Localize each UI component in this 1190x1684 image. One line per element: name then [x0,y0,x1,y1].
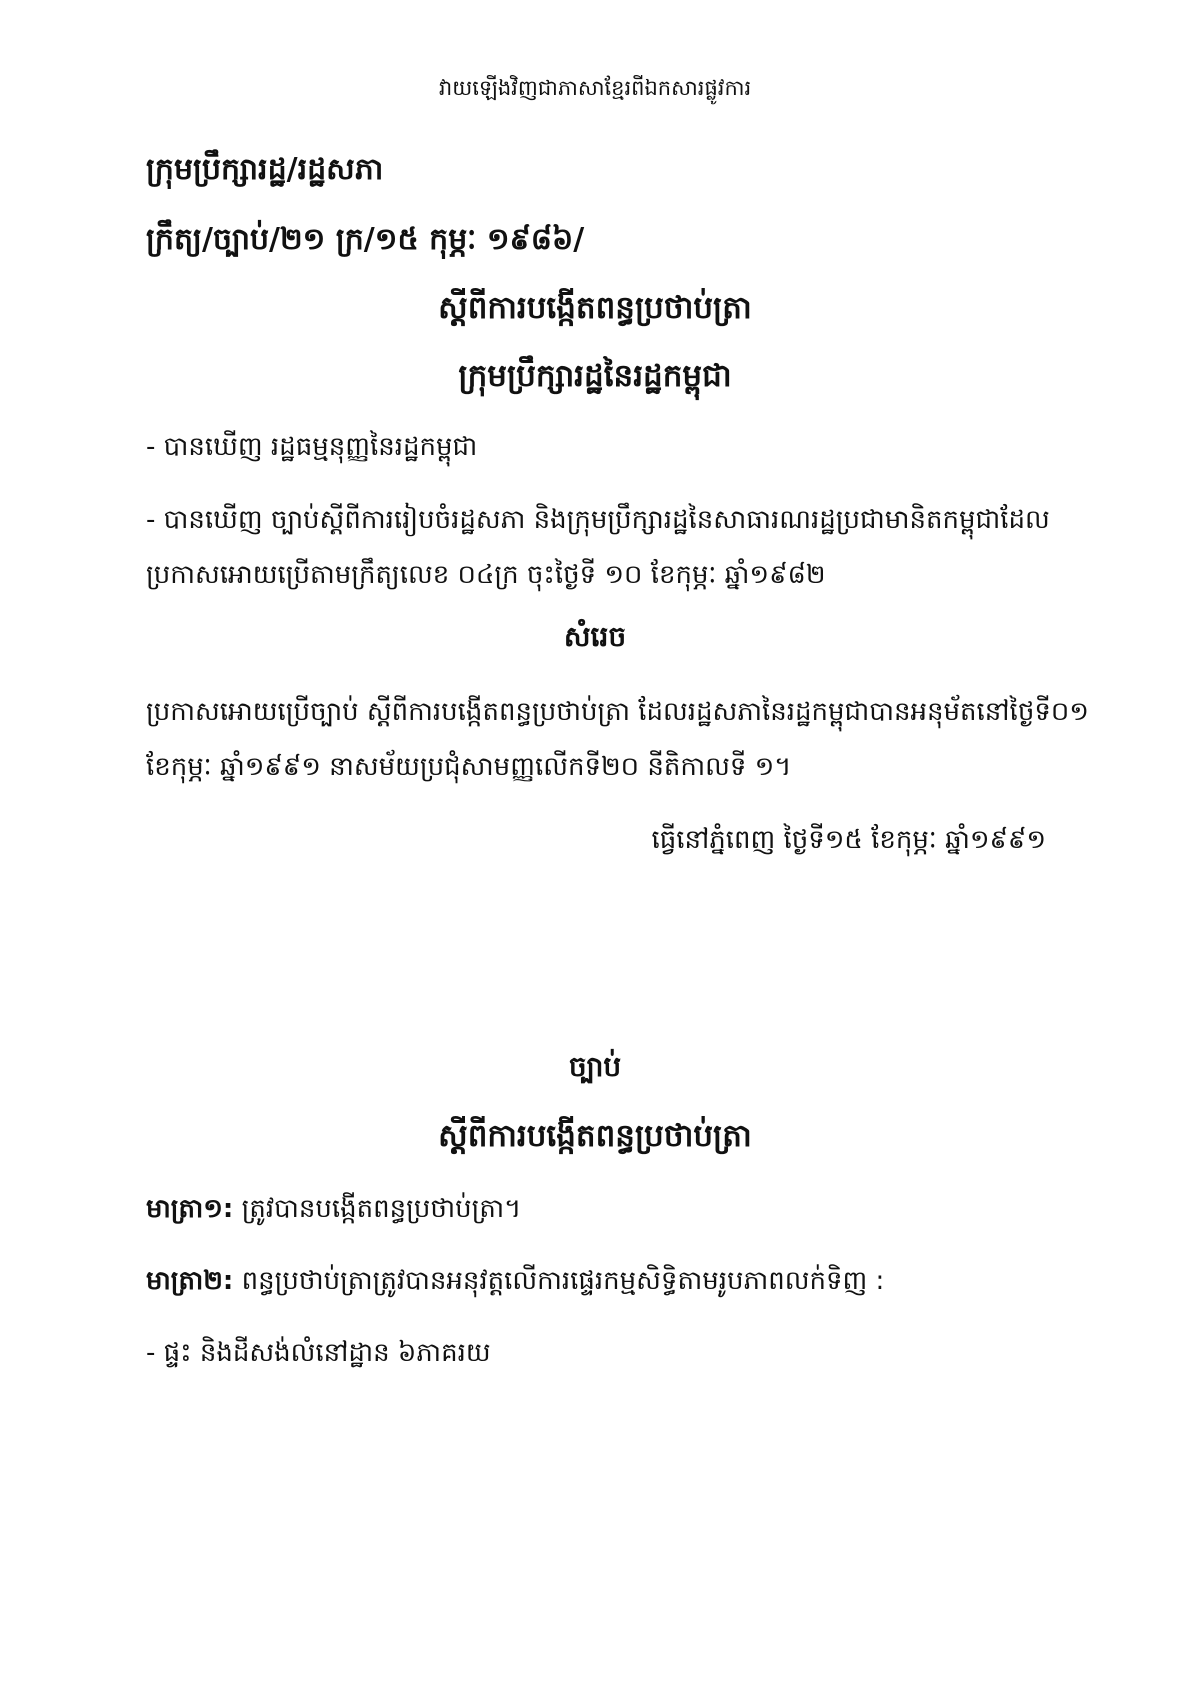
law-subject-title: ស្តីពីការបង្កើតពន្ធប្រថាប់ត្រា [438,1118,752,1154]
decree-reference: ក្រឹត្យ/ច្បាប់/២១ ក្រ/១៥ កុម្ភៈ ១៩៨៦/ [146,222,585,257]
subject-title: ស្តីពីការបង្កើតពន្ធប្រថាប់ត្រា [438,290,752,326]
decision-text-line-2: ខែកុម្ភៈ ឆ្នាំ១៩៩១ នាសម័យប្រជុំសាមញ្ញលើកទី២០ នីតិកាលទី ១។ [146,752,792,782]
header-note: វាយឡើងវិញជាភាសាខ្មែរពីឯកសារផ្លូវការ [438,76,752,100]
article-2-label: មាត្រា២: [146,1266,234,1296]
article-1-text: ត្រូវបានបង្កើតពន្ធប្រថាប់ត្រា។ [233,1194,522,1224]
article-2-text: ពន្ធប្រថាប់ត្រាត្រូវបានអនុវត្តលើការផ្ទេរកម្មសិទ្ធិតាមរូបភាពលក់ទិញ : [233,1266,885,1296]
article-2 [146,1266,884,1297]
issuer-heading: ក្រុមប្រឹក្សារដ្ឋ/រដ្ឋសភា [146,152,384,187]
consideration-1: - បានឃើញ រដ្ឋធម្មនុញ្ញនៃរដ្ឋកម្ពុជា [146,432,478,462]
consideration-2: - បានឃើញ ច្បាប់ស្តីពីការរៀបចំរដ្ឋសភា និងក្រុមប្រឹក្សារដ្ឋនៃសាធារណរដ្ឋប្រជាមានិតកម្ពុជាដែល [146,505,1050,535]
law-heading: ច្បាប់ [568,1050,622,1083]
decision-text-line-1: ប្រកាសអោយប្រើច្បាប់ ស្តីពីការបង្កើតពន្ធប្រថាប់ត្រា ដែលរដ្ឋសភានៃរដ្ឋកម្ពុជាបានអនុម័តនៅថ្ងៃទី០១ [146,697,1089,727]
decision-heading: សំរេច [563,620,627,653]
list-item: - ផ្ទះ និងដីសង់លំនៅដ្ឋាន ៦ភាគរយ [146,1338,491,1368]
article-1 [146,1194,521,1225]
council-title: ក្រុមប្រឹក្សារដ្ឋនៃរដ្ឋកម្ពុជា [458,358,732,394]
place-and-date: ធ្វើនៅភ្នំពេញ ថ្ងៃទី១៥ ខែកុម្ភៈ ឆ្នាំ១៩៩១ [651,825,1046,855]
article-1-label: មាត្រា១: [146,1194,234,1224]
consideration-2-continued: ប្រកាសអោយប្រើតាមក្រឹត្យលេខ ០៤ក្រ ចុះថ្ងៃទី ១០ ខែកុម្ភៈ ឆ្នាំ១៩៨២ [146,560,826,590]
